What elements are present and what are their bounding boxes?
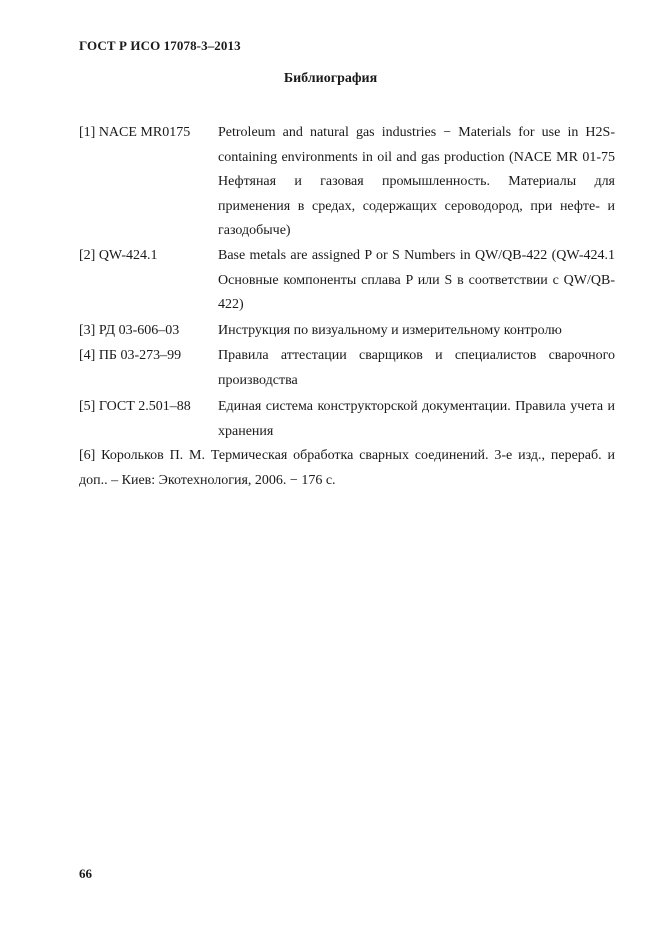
entry-reference: [2] QW-424.1 [79, 248, 158, 263]
bibliography-entry-5 [79, 395, 615, 444]
bibliography-entry-2 [79, 244, 615, 318]
entry-description: Правила аттестации сварщиков и специалистов сварочного производства [218, 348, 615, 388]
bibliography-entry-3 [79, 319, 615, 344]
entry-description: Petroleum and natural gas industries − Materials for use in H2S-containing environments in oil and gas production (NACE MR 01-75 Нефтяная и газовая промышленность. Материалы для применения в средах, содержащих сероводород, при нефте- и газодобыче) [218, 125, 615, 238]
bibliography-entry-4 [79, 344, 615, 393]
bibliography-title: Библиография [283, 71, 378, 86]
entry-description: Инструкция по визуальному и измерительному контролю [218, 323, 562, 338]
entry-reference: [3] РД 03-606–03 [79, 323, 180, 338]
document-code-header: ГОСТ Р ИСО 17078-3–2013 [79, 38, 241, 53]
entry-reference: [1] NACE MR0175 [79, 125, 191, 140]
bibliography-entry-1 [79, 121, 615, 244]
entry-description: Единая система конструкторской документации. Правила учета и хранения [218, 399, 615, 439]
bibliography-entry-6 [79, 444, 615, 493]
entry-reference: [4] ПБ 03-273–99 [79, 348, 182, 363]
entry-description: Base metals are assigned P or S Numbers in QW/QB-422 (QW-424.1 Основные компоненты сплава P или S в соответствии с QW/QB-422) [218, 248, 615, 312]
entry-reference: [5] ГОСТ 2.501–88 [79, 399, 191, 414]
entry-description: [6] Корольков П. М. Термическая обработка сварных соединений. 3-е изд., перераб. и доп.. – Киев: Экотехнология, 2006. − 176 с. [79, 448, 615, 488]
page-number: 66 [79, 866, 92, 881]
